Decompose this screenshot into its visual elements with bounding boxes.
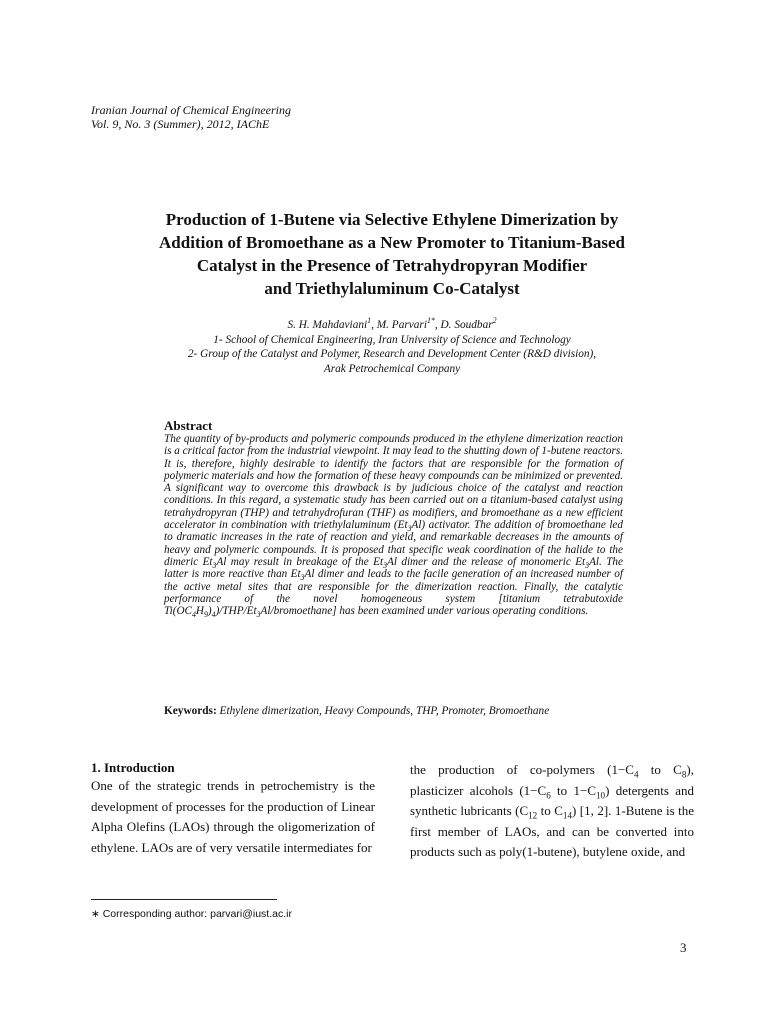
author-block — [80, 318, 704, 376]
keywords-text: Ethylene dimerization, Heavy Compounds, THP, Promoter, Bromoethane — [216, 705, 550, 717]
intro-right-column — [410, 760, 694, 863]
title-line: and Triethylaluminum Co-Catalyst — [264, 279, 520, 298]
title-line: Addition of Bromoethane as a New Promoter to Titanium-Based — [159, 233, 625, 252]
abstract-run: The quantity of by-products and polymeric compounds produced in the ethylene dimerization reaction is a critical factor from the industrial viewpoint. It may lead to the shutting down of 1-butene reactors. It is, therefore, highly desirable to identify the factors that are responsible for the formation of polymeric materials and how the formation of these heavy compounds can be minimized or prevented. A significant way to overcome this drawback is by judicious choice of the catalyst and reaction conditions. In this regard, a systematic study has been carried out on a titanium-based catalyst using tetrahydropyran (THP) and tetrahydrofuran (THF) as modifiers, and bromoethane as a new efficient accelerator in combination with triethylaluminum (Et — [164, 433, 623, 532]
subscript: 3 — [585, 561, 590, 571]
body-run: ) detergents and synthetic lubricants (C — [410, 782, 694, 818]
affiliation: 2- Group of the Catalyst and Polymer, Research and Development Center (R&D division), — [187, 348, 597, 360]
subscript: 14 — [562, 810, 573, 821]
subscript: 9 — [204, 610, 208, 620]
author-name: S. H. Mahdaviani — [287, 319, 368, 331]
intro-paragraph: One of the strategic trends in petrochemistry is the development of processes for the production of Linear Alpha Olefins (LAOs) through the oligomerization of ethylene. LAOs are of very versatile intermediates for — [91, 778, 375, 855]
subscript: 3 — [300, 573, 305, 583]
subscript: 3 — [383, 561, 388, 571]
body-run: ) [1, 2]. 1-Butene is the first member of LAOs, and can be converted into products such as poly(1-butene), butylene oxide, and — [410, 803, 694, 859]
journal-header — [91, 103, 291, 131]
author-affil-mark: 1 — [367, 316, 372, 326]
journal-name: Iranian Journal of Chemical Engineering — [91, 103, 291, 117]
intro-paragraph-continued — [410, 760, 694, 863]
body-run: to 1−C — [550, 782, 596, 798]
affiliation: Arak Petrochemical Company — [323, 362, 461, 375]
author-affil-mark: 2 — [492, 316, 497, 326]
abstract-run: )/THP/Et — [215, 605, 257, 618]
subscript: 10 — [595, 790, 606, 801]
body-run: to C — [638, 762, 682, 777]
subscript: 4 — [633, 769, 639, 780]
abstract-run: ) — [207, 605, 212, 618]
author-affil-mark: 1* — [426, 316, 435, 326]
subscript: 3 — [256, 610, 261, 620]
title-line: Catalyst in the Presence of Tetrahydropyran Modifier — [196, 256, 588, 275]
subscript: 8 — [681, 769, 687, 780]
subscript: 6 — [546, 790, 551, 801]
abstract-section — [164, 418, 623, 620]
abstract-heading: Abstract — [164, 418, 213, 433]
abstract-run: Al/bromoethane] has been examined under various operating conditions. — [260, 605, 589, 618]
footnote: ∗ Corresponding author: parvari@iust.ac.ir — [91, 908, 292, 920]
affiliation: 1- School of Chemical Engineering, Iran University of Science and Technology — [213, 333, 571, 346]
keywords-label: Keywords: — [164, 705, 217, 717]
abstract-run: Al) activator. The addition of bromoethane led to dramatic increases in the rate of reaction and yield, and remarkable decreases in the amounts of heavy and polymeric compounds. It is proposed that specific weak coordination of the halide to the dimeric Et — [164, 519, 623, 568]
author-name: M. Parvari — [376, 319, 427, 331]
footnote-divider — [91, 899, 277, 900]
abstract-text — [164, 433, 623, 620]
subscript: 12 — [528, 810, 538, 821]
author-separator: , — [371, 319, 377, 331]
abstract-run: Al may result in breakage of the Et — [216, 555, 384, 568]
body-run: to C — [537, 803, 563, 818]
subscript: 3 — [212, 561, 217, 571]
author-name: D. Soudbar — [440, 319, 493, 331]
subscript: 3 — [407, 524, 412, 534]
subscript: 4 — [191, 610, 196, 620]
abstract-run: Al dimer and the release of monomeric Et — [387, 555, 586, 568]
title-line: Production of 1-Butene via Selective Ethylene Dimerization by — [165, 210, 619, 229]
section-heading: 1. Introduction — [91, 760, 175, 775]
body-run: ), plasticizer alcohols (1−C — [410, 762, 694, 798]
journal-volume: Vol. 9, No. 3 (Summer), 2012, IAChE — [91, 117, 270, 131]
abstract-run: Al. The latter is more reactive than Et — [164, 555, 623, 581]
intro-left-column — [91, 760, 375, 858]
paper-title — [80, 208, 704, 300]
body-run: the production of co-polymers (1−C — [410, 762, 634, 777]
page-number: 3 — [680, 940, 687, 955]
abstract-run: H — [195, 605, 204, 618]
subscript: 4 — [211, 610, 216, 620]
keywords-line — [164, 704, 634, 718]
abstract-run: Al dimer and leads to the facile generation of an increased number of the active metal sites that are responsible for the dimerization reaction. Finally, the catalytic performance of the novel homogeneous system [titanium tetrabutoxide Ti(OC — [164, 568, 623, 618]
author-separator: , — [434, 319, 441, 331]
author-list — [80, 318, 704, 333]
